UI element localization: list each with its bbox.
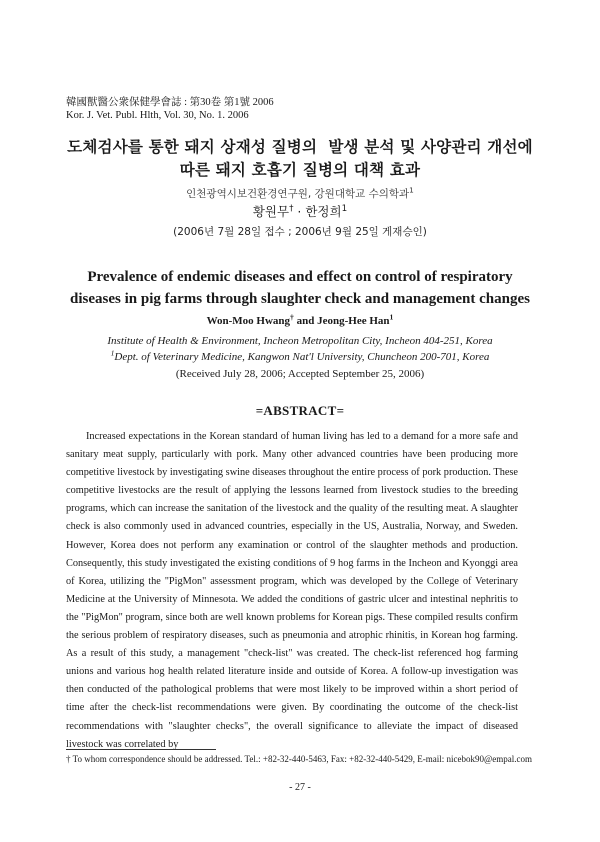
english-author-2: Jeong-Hee Han: [317, 315, 390, 327]
korean-dates: (2006년 7월 28일 접수 ; 2006년 9월 25일 게재승인): [173, 226, 427, 238]
english-affiliation-2-line: [0, 349, 600, 365]
korean-author-separator: ·: [293, 204, 306, 219]
korean-author-2: 한정희: [305, 204, 342, 219]
footnote-text: To whom correspondence should be addressed. Tel.: +82-32-440-5463, Fax: +82-32-440-5429, E-mail: nicebok90@empal.com: [70, 754, 533, 764]
english-title: [0, 266, 600, 310]
english-author-and: and: [293, 315, 318, 327]
english-title-line1: Prevalence of endemic diseases and effect on control of respiratory: [87, 269, 513, 285]
english-affiliations: [0, 333, 600, 365]
journal-citation-english: Kor. J. Vet. Publ. Hlth, Vol. 30, No. 1. 2006: [66, 110, 249, 121]
footnote: [66, 753, 532, 765]
korean-author-1-sup: †: [289, 203, 294, 214]
korean-authors: [0, 204, 600, 220]
journal-citation-korean: 韓國獸醫公衆保健學會誌 : 第30卷 第1號 2006: [66, 97, 274, 108]
korean-title: [0, 136, 600, 182]
page-number: - 27 -: [289, 782, 311, 793]
korean-affiliation-text: 인천광역시보건환경연구원, 강원대학교 수의학과: [186, 188, 410, 200]
received-accepted-dates: (Received July 28, 2006; Accepted September 25, 2006): [175, 368, 425, 380]
english-affiliation-2: Dept. of Veterinary Medicine, Kangwon Nat'l University, Chuncheon 200-701, Korea: [114, 351, 490, 363]
korean-author-2-sup: 1: [341, 203, 348, 214]
korean-title-line2: 따른 돼지 호흡기 질병의 대책 효과: [179, 161, 421, 179]
english-author-1: Won-Moo Hwang: [206, 315, 291, 327]
english-authors: [0, 314, 600, 328]
abstract-heading: =ABSTRACT=: [255, 403, 345, 418]
korean-affiliation: [0, 187, 600, 201]
english-affiliation-2-sup: 1: [110, 348, 115, 358]
korean-title-line1: 도체검사를 통한 돼지 상재성 질병의 발생 분석 및 사양관리 개선에: [67, 138, 533, 156]
english-affiliation-1: Institute of Health & Environment, Incheon Metropolitan City, Incheon 404-251, Korea: [107, 335, 493, 347]
english-title-line2: diseases in pig farms through slaughter check and management changes: [70, 291, 530, 307]
abstract-body: Increased expectations in the Korean standard of human living has led to a demand for a more safe and sanitary meat supply, particularly with pork. Many other advanced countries have been producing more competitive livestock by investigating swine diseases throughout the entire process of pork production. These competitive livestocks are the result of applying the lessons learned from livestock studies to the breeding programs, which can increase the sanitation of the livestock and the quality of the resulting meat. A slaughter check is also commonly used in advanced countries, especially in the US, Australia, Norway, and Sweden. However, Korea does not perform any examination or control of the slaughter methods and production. Consequently, this study investigated the existing conditions of 9 hog farms in the Incheon and Kyonggi area of Korea, utilizing the "PigMon" assessment program, which was developed by the College of Veterinary Medicine at the University of Minnesota. We added the conditions of gastric ulcer and intestinal nephritis to the "PigMon" program, since both are well known problems for Korean pigs. These compiled results confirm the serious problem of respiratory diseases, such as pneumonia and atrophic rhinitis, in Korean hog farming. As a result of this study, a management "check-list" was created. The check-list referenced hog farming unions and various hog health related literature inside and outside of Korea. A follow-up investigation was then conducted of the pathological problems that were most likely to be improved within a short period of time after the check-list recommendations were given. By coordinating the outcome of the check-list recommendations with "slaughter checks", the overall significance to alleviate the impact of diseased livestock was correlated by: [66, 431, 518, 750]
footnote-marker: †: [66, 754, 71, 764]
korean-affiliation-sup: 1: [409, 185, 414, 195]
english-author-1-sup: †: [290, 312, 294, 322]
footnote-divider: [66, 749, 216, 750]
english-author-2-sup: 1: [389, 312, 394, 322]
korean-author-1: 황원무: [252, 204, 290, 219]
journal-citation: [66, 96, 274, 122]
